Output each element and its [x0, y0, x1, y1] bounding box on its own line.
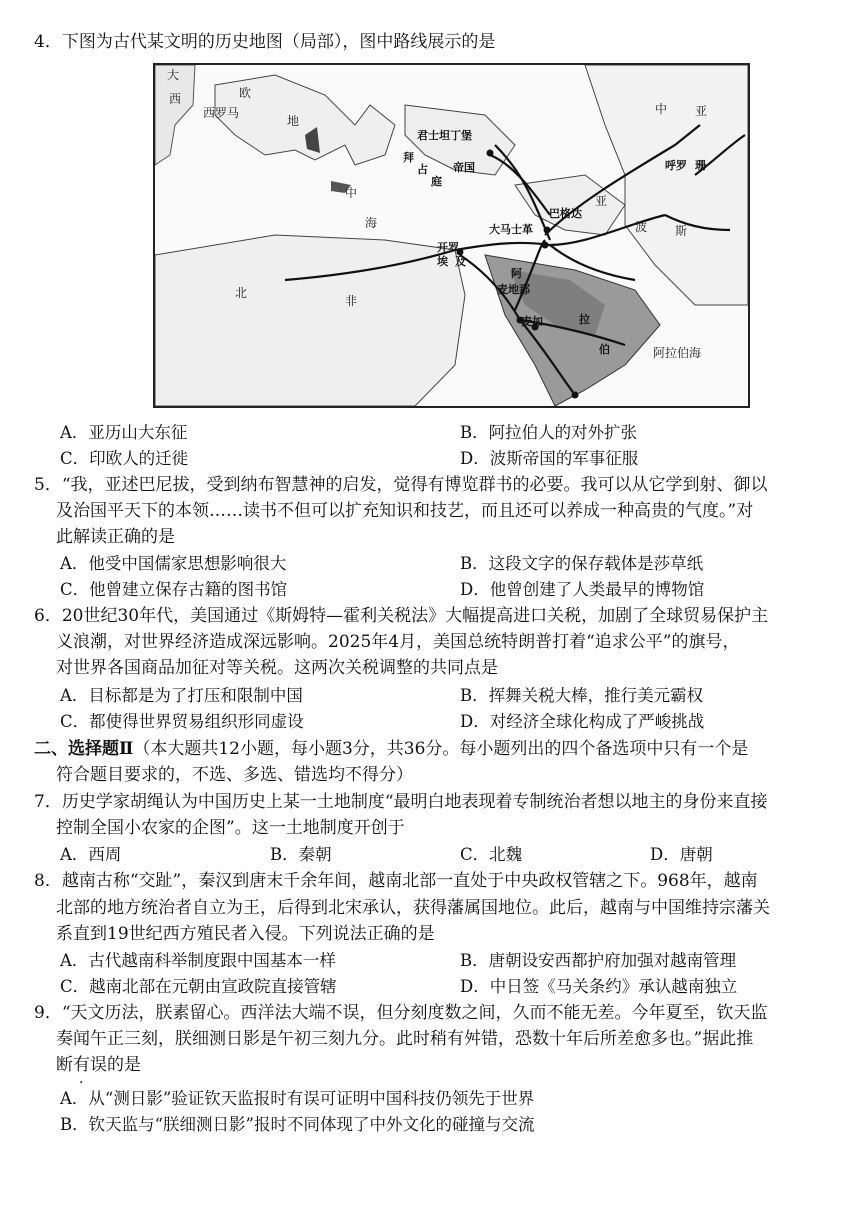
q6-line-1: 6．20世纪30年代，美国通过《斯姆特—霍利关税法》大幅提高进口关税，加剧了全球贸易保护主: [34, 606, 769, 626]
map-label-ting: 庭: [431, 175, 442, 188]
q7-option-b[interactable]: B．秦朝: [270, 845, 332, 864]
map-label-si: 斯: [675, 224, 688, 238]
map-label-bosi: 波: [635, 220, 648, 234]
q9-line-2: 奏闻午正三刻，朕细测日影是午初三刻九分。此时稍有舛错，恐数十年后所差愈多也。”据此推: [56, 1029, 754, 1049]
map-label-di: 地: [287, 114, 300, 128]
q4-option-c[interactable]: C．印欧人的迁徙: [60, 449, 189, 468]
map-label-a: 阿: [511, 267, 522, 280]
map-label-bei: 北: [235, 286, 248, 300]
map-label-huluo: 呼罗: [665, 159, 687, 172]
q6-option-a[interactable]: A．目标都是为了打压和限制中国: [60, 686, 303, 705]
map-label-zhong2: 中: [655, 102, 668, 116]
q8-option-b[interactable]: B．唐朝设安西都护府加强对越南管理: [460, 951, 737, 970]
q8-line-2: 北部的地方统治者自立为王，后得到北宋承认，获得藩属国地位。此后，越南与中国维持宗藩关: [56, 898, 770, 918]
map-label-diguo: 帝国: [453, 161, 475, 174]
q6-option-b[interactable]: B．挥舞关税大棒，推行美元霸权: [460, 686, 704, 705]
q6-option-c[interactable]: C．都使得世界贸易组织形同虚设: [60, 712, 304, 731]
q8-line-3: 系直到19世纪西方殖民者入侵。下列说法正确的是: [56, 924, 435, 944]
q6-option-d[interactable]: D．对经济全球化构成了严峻挑战: [460, 712, 705, 731]
q8-option-a[interactable]: A．古代越南科举制度跟中国基本一样: [60, 951, 336, 970]
q4-option-a[interactable]: A．亚历山大东征: [60, 423, 188, 442]
q4-stem: 4．下图为古代某文明的历史地图（局部），图中路线展示的是: [34, 32, 496, 52]
q6-line-3: 对世界各国商品加征对等关税。这两次关税调整的共同点是: [56, 658, 498, 678]
q5-line-3: 此解读正确的是: [56, 527, 175, 547]
map-label-xiluoma: 西罗马: [203, 106, 240, 120]
map-label-ai: 埃: [437, 255, 448, 268]
q9-line-3-post: 的是: [107, 1055, 141, 1075]
map-label-shan: 珊: [695, 159, 706, 172]
map-label-constantinople: 君士坦丁堡: [417, 129, 472, 142]
map-label-da: 大: [167, 68, 180, 82]
q8-option-d[interactable]: D．中日签《马关条约》承认越南独立: [460, 977, 738, 996]
map-drawing: [155, 65, 748, 406]
q9-line-3: [56, 1053, 141, 1077]
map-label-la: 拉: [579, 313, 590, 326]
map-label-ou: 欧: [239, 86, 252, 100]
map-label-hai: 海: [365, 216, 378, 230]
map-label-mecca: 麦加: [521, 315, 543, 328]
map-label-xi: 西: [169, 92, 182, 106]
map-label-zhong1: 中: [345, 186, 358, 200]
map-label-medina: 麦地那: [497, 283, 530, 296]
section-2-header: [34, 737, 748, 761]
q5-option-d[interactable]: D．他曾创建了人类最早的博物馆: [460, 580, 705, 599]
q9-emphasis: 有误: [73, 1055, 107, 1075]
q4-option-b[interactable]: B．阿拉伯人的对外扩张: [460, 423, 638, 442]
historical-map: [153, 63, 750, 408]
q5-line-1: 5．“我，亚述巴尼拔，受到纳布智慧神的启发，觉得有博览群书的必要。我可以从它学到射、御以: [34, 475, 768, 495]
q9-line-3-pre: 断: [56, 1055, 73, 1075]
q7-line-2: 控制全国小农家的企图”。这一土地制度开创于: [56, 818, 405, 838]
q5-option-b[interactable]: B．这段文字的保存载体是莎草纸: [460, 554, 704, 573]
map-label-fei: 非: [345, 294, 358, 308]
map-label-damascus: 大马士革: [489, 223, 533, 236]
map-label-ya: 亚: [595, 194, 608, 208]
q7-option-c[interactable]: C．北魏: [460, 845, 523, 864]
q8-option-c[interactable]: C．越南北部在元朝由宣政院直接管辖: [60, 977, 337, 996]
section-2-title: 二、选择题Ⅱ: [34, 739, 134, 759]
q7-option-d[interactable]: D．唐朝: [650, 845, 713, 864]
q8-line-1: 8．越南古称“交趾”，秦汉到唐末千余年间，越南北部一直处于中央政权管辖之下。968年，越南: [34, 871, 758, 891]
map-label-zhan: 占: [417, 163, 428, 176]
q9-option-b[interactable]: B．钦天监与“朕细测日影”报时不同体现了中外文化的碰撞与交流: [60, 1115, 535, 1134]
section-2-desc-2: 符合题目要求的，不选、多选、错选均不得分）: [56, 765, 413, 785]
q5-line-2: 及治国平天下的本领……读书不但可以扩充知识和技艺，而且还可以养成一种高贵的气度。”对: [56, 501, 754, 521]
q7-line-1: 7．历史学家胡绳认为中国历史上某一土地制度“最明白地表现着专制统治者想以地主的身份来直接: [34, 792, 768, 812]
map-label-arabian-sea: 阿拉伯海: [653, 346, 702, 360]
q5-option-c[interactable]: C．他曾建立保存古籍的图书馆: [60, 580, 288, 599]
q6-line-2: 义浪潮，对世界经济造成深远影响。2025年4月，美国总统特朗普打着“追求公平”的旗号，: [56, 632, 740, 652]
section-2-desc: （本大题共12小题，每小题3分，共36分。每小题列出的四个备选项中只有一个是: [133, 739, 749, 759]
q5-option-a[interactable]: A．他受中国儒家思想影响很大: [60, 554, 287, 573]
map-label-ji: 及: [455, 255, 466, 268]
map-label-baghdad: 巴格达: [549, 207, 582, 220]
map-label-cairo: 开罗: [437, 241, 459, 254]
q4-option-d[interactable]: D．波斯帝国的军事征服: [460, 449, 639, 468]
q9-option-a[interactable]: A．从“测日影”验证钦天监报时有误可证明中国科技仍领先于世界: [60, 1089, 535, 1108]
map-label-bo: 伯: [599, 343, 610, 356]
q9-line-1: 9．“天文历法，朕素留心。西洋法大端不误，但分刻度数之间，久而不能无差。今年夏至，钦天监: [34, 1003, 768, 1023]
q7-option-a[interactable]: A．西周: [60, 845, 122, 864]
map-label-ya2: 亚: [695, 104, 708, 118]
map-label-bai: 拜: [403, 151, 414, 164]
